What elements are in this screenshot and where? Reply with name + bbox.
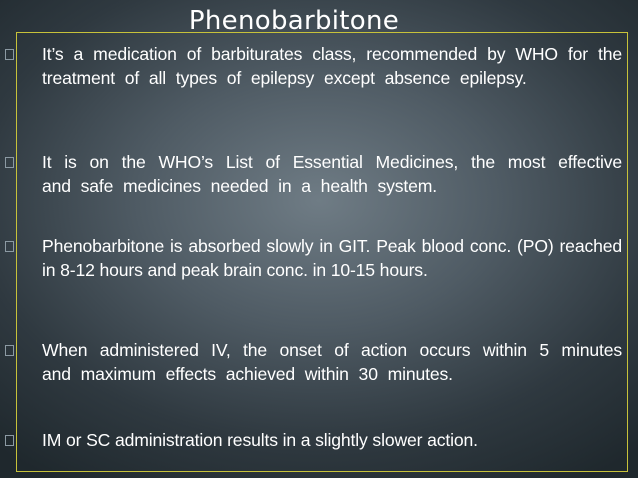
bullet-marker-icon: [5, 49, 14, 60]
bullet-text: IM or SC administration results in a slightly slower action.: [42, 430, 478, 450]
bullet-marker-icon: [5, 241, 14, 252]
bullet-text: It is on the WHO’s List of Essential Medicines, the most effective and safe medicines needed in a health system.: [42, 152, 622, 196]
bullet-marker-icon: [5, 435, 14, 446]
bullet-marker-icon: [5, 345, 14, 356]
slide-title: Phenobarbitone: [188, 6, 400, 36]
bullet-text: When administered IV, the onset of action occurs within 5 minutes and maximum effects achieved within 30 minutes.: [42, 340, 622, 384]
bullet-marker-icon: [5, 157, 14, 168]
bullet-text: It’s a medication of barbiturates class, recommended by WHO for the treatment of all types of epilepsy except absence epilepsy.: [42, 44, 622, 88]
bullet-text: Phenobarbitone is absorbed slowly in GIT. Peak blood conc. (PO) reached in 8-12 hours and peak brain conc. in 10-15 hours.: [42, 236, 622, 280]
content-frame: [16, 32, 628, 472]
